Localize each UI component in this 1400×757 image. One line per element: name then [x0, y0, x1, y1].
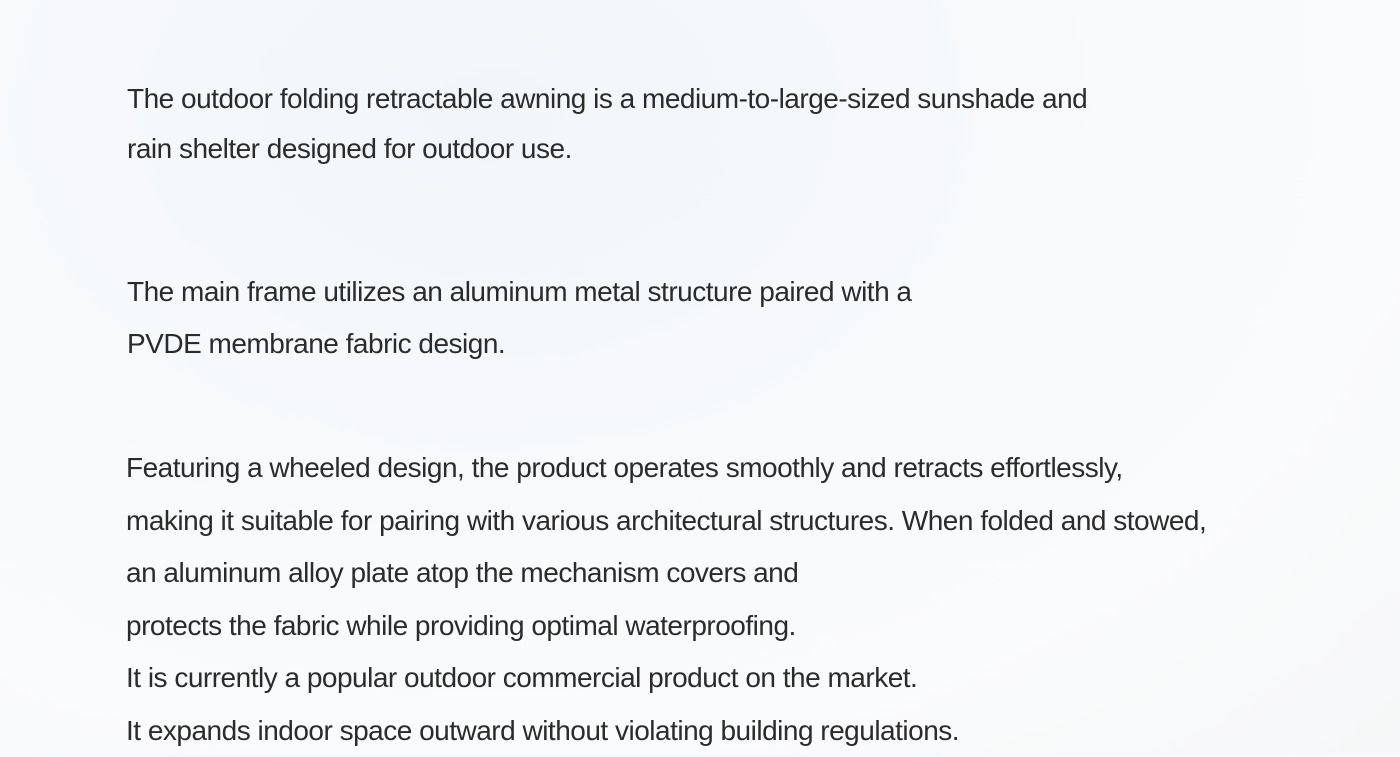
frame-paragraph	[127, 266, 912, 370]
intro-paragraph	[127, 74, 1087, 174]
features-paragraph	[126, 442, 1206, 757]
paragraph-line: PVDE membrane fabric design.	[127, 318, 912, 370]
paragraph-line: protects the fabric while providing optimal waterproofing.	[126, 600, 1206, 653]
paragraph-line: Featuring a wheeled design, the product operates smoothly and retracts effortlessly,	[126, 442, 1206, 495]
paragraph-line: The outdoor folding retractable awning is a medium-to-large-sized sunshade and	[127, 74, 1087, 124]
paragraph-line: It expands indoor space outward without violating building regulations.	[126, 705, 1206, 757]
paragraph-line: It is currently a popular outdoor commercial product on the market.	[126, 652, 1206, 705]
paragraph-line: making it suitable for pairing with various architectural structures. When folded and stowed,	[126, 495, 1206, 548]
paragraph-line: rain shelter designed for outdoor use.	[127, 124, 1087, 174]
paragraph-line: an aluminum alloy plate atop the mechanism covers and	[126, 547, 1206, 600]
paragraph-line: The main frame utilizes an aluminum metal structure paired with a	[127, 266, 912, 318]
